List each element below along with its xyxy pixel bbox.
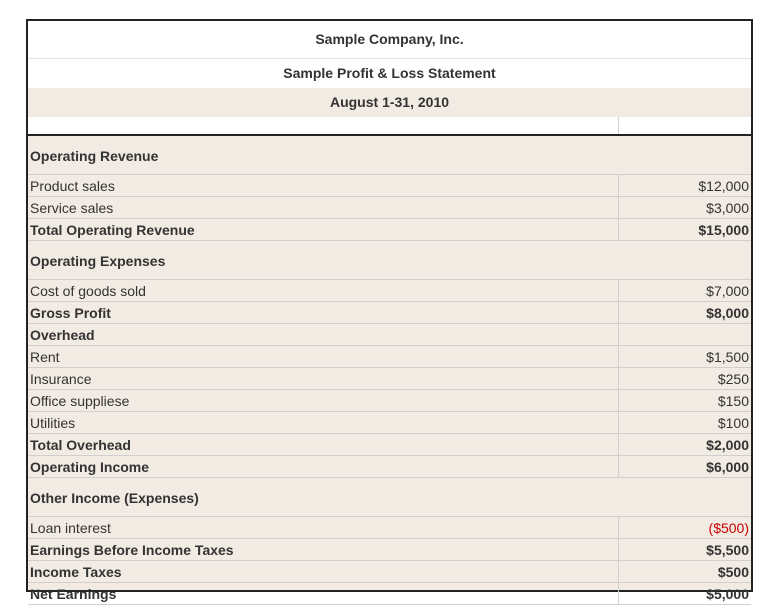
- row-label: Product sales: [30, 178, 115, 194]
- line-item-row: [28, 390, 751, 412]
- row-value: $500: [717, 564, 749, 580]
- column-divider: [618, 517, 619, 538]
- line-item-row: [28, 517, 751, 539]
- row-label: Service sales: [30, 200, 114, 216]
- row-value: $250: [717, 371, 749, 387]
- total-row: [28, 324, 751, 346]
- row-label: Gross Profit: [30, 305, 111, 321]
- total-row: [28, 561, 751, 583]
- row-label: Utilities: [30, 415, 76, 431]
- section-header-row: [28, 478, 751, 517]
- blank-row: [28, 117, 751, 134]
- row-value: $5,000: [706, 586, 749, 602]
- row-value: $1,500: [706, 349, 749, 365]
- column-divider: [618, 434, 619, 455]
- company-name: Sample Company, Inc.: [28, 21, 751, 59]
- line-item-row: [28, 175, 751, 197]
- column-divider: [618, 346, 619, 367]
- row-value: $8,000: [706, 305, 749, 321]
- row-value: $100: [717, 415, 749, 431]
- section-header-row: [28, 241, 751, 280]
- total-row: [28, 434, 751, 456]
- statement-rows: [28, 136, 751, 605]
- line-item-row: [28, 412, 751, 434]
- row-label: Income Taxes: [30, 564, 122, 580]
- row-label: Other Income (Expenses): [30, 490, 199, 506]
- column-divider: [618, 390, 619, 411]
- row-label: Office suppliese: [30, 393, 130, 409]
- line-item-row: [28, 280, 751, 302]
- line-item-row: [28, 368, 751, 390]
- row-label: Operating Expenses: [30, 253, 166, 269]
- total-row: [28, 302, 751, 324]
- total-row: [28, 583, 751, 605]
- total-row: [28, 539, 751, 561]
- line-item-row: [28, 197, 751, 219]
- row-value: $7,000: [706, 283, 749, 299]
- row-label: Rent: [30, 349, 60, 365]
- column-divider: [618, 412, 619, 433]
- column-divider: [618, 456, 619, 477]
- row-value: $15,000: [698, 222, 749, 238]
- column-divider: [618, 539, 619, 560]
- profit-loss-statement: [26, 19, 753, 602]
- row-label: Operating Income: [30, 459, 150, 475]
- column-divider: [618, 197, 619, 218]
- row-label: Insurance: [30, 371, 92, 387]
- column-divider: [618, 583, 619, 604]
- row-label: Overhead: [30, 327, 95, 343]
- column-divider: [618, 117, 619, 134]
- total-row: [28, 219, 751, 241]
- row-label: Loan interest: [30, 520, 111, 536]
- row-label: Earnings Before Income Taxes: [30, 542, 234, 558]
- row-value: $6,000: [706, 459, 749, 475]
- row-label: Cost of goods sold: [30, 283, 146, 299]
- row-value: ($500): [708, 520, 749, 536]
- column-divider: [618, 324, 619, 345]
- row-label: Net Earnings: [30, 586, 117, 602]
- row-label: Total Overhead: [30, 437, 131, 453]
- column-divider: [618, 561, 619, 582]
- statement-period: August 1-31, 2010: [28, 88, 751, 117]
- column-divider: [618, 302, 619, 323]
- row-value: $5,500: [706, 542, 749, 558]
- row-value: $150: [717, 393, 749, 409]
- row-value: $12,000: [698, 178, 749, 194]
- column-divider: [618, 175, 619, 196]
- statement-title: Sample Profit & Loss Statement: [28, 59, 751, 88]
- row-value: $3,000: [706, 200, 749, 216]
- row-label: Total Operating Revenue: [30, 222, 195, 238]
- line-item-row: [28, 346, 751, 368]
- section-header-row: [28, 136, 751, 175]
- column-divider: [618, 368, 619, 389]
- row-label: Operating Revenue: [30, 148, 159, 164]
- total-row: [28, 456, 751, 478]
- column-divider: [618, 219, 619, 240]
- column-divider: [618, 280, 619, 301]
- row-value: $2,000: [706, 437, 749, 453]
